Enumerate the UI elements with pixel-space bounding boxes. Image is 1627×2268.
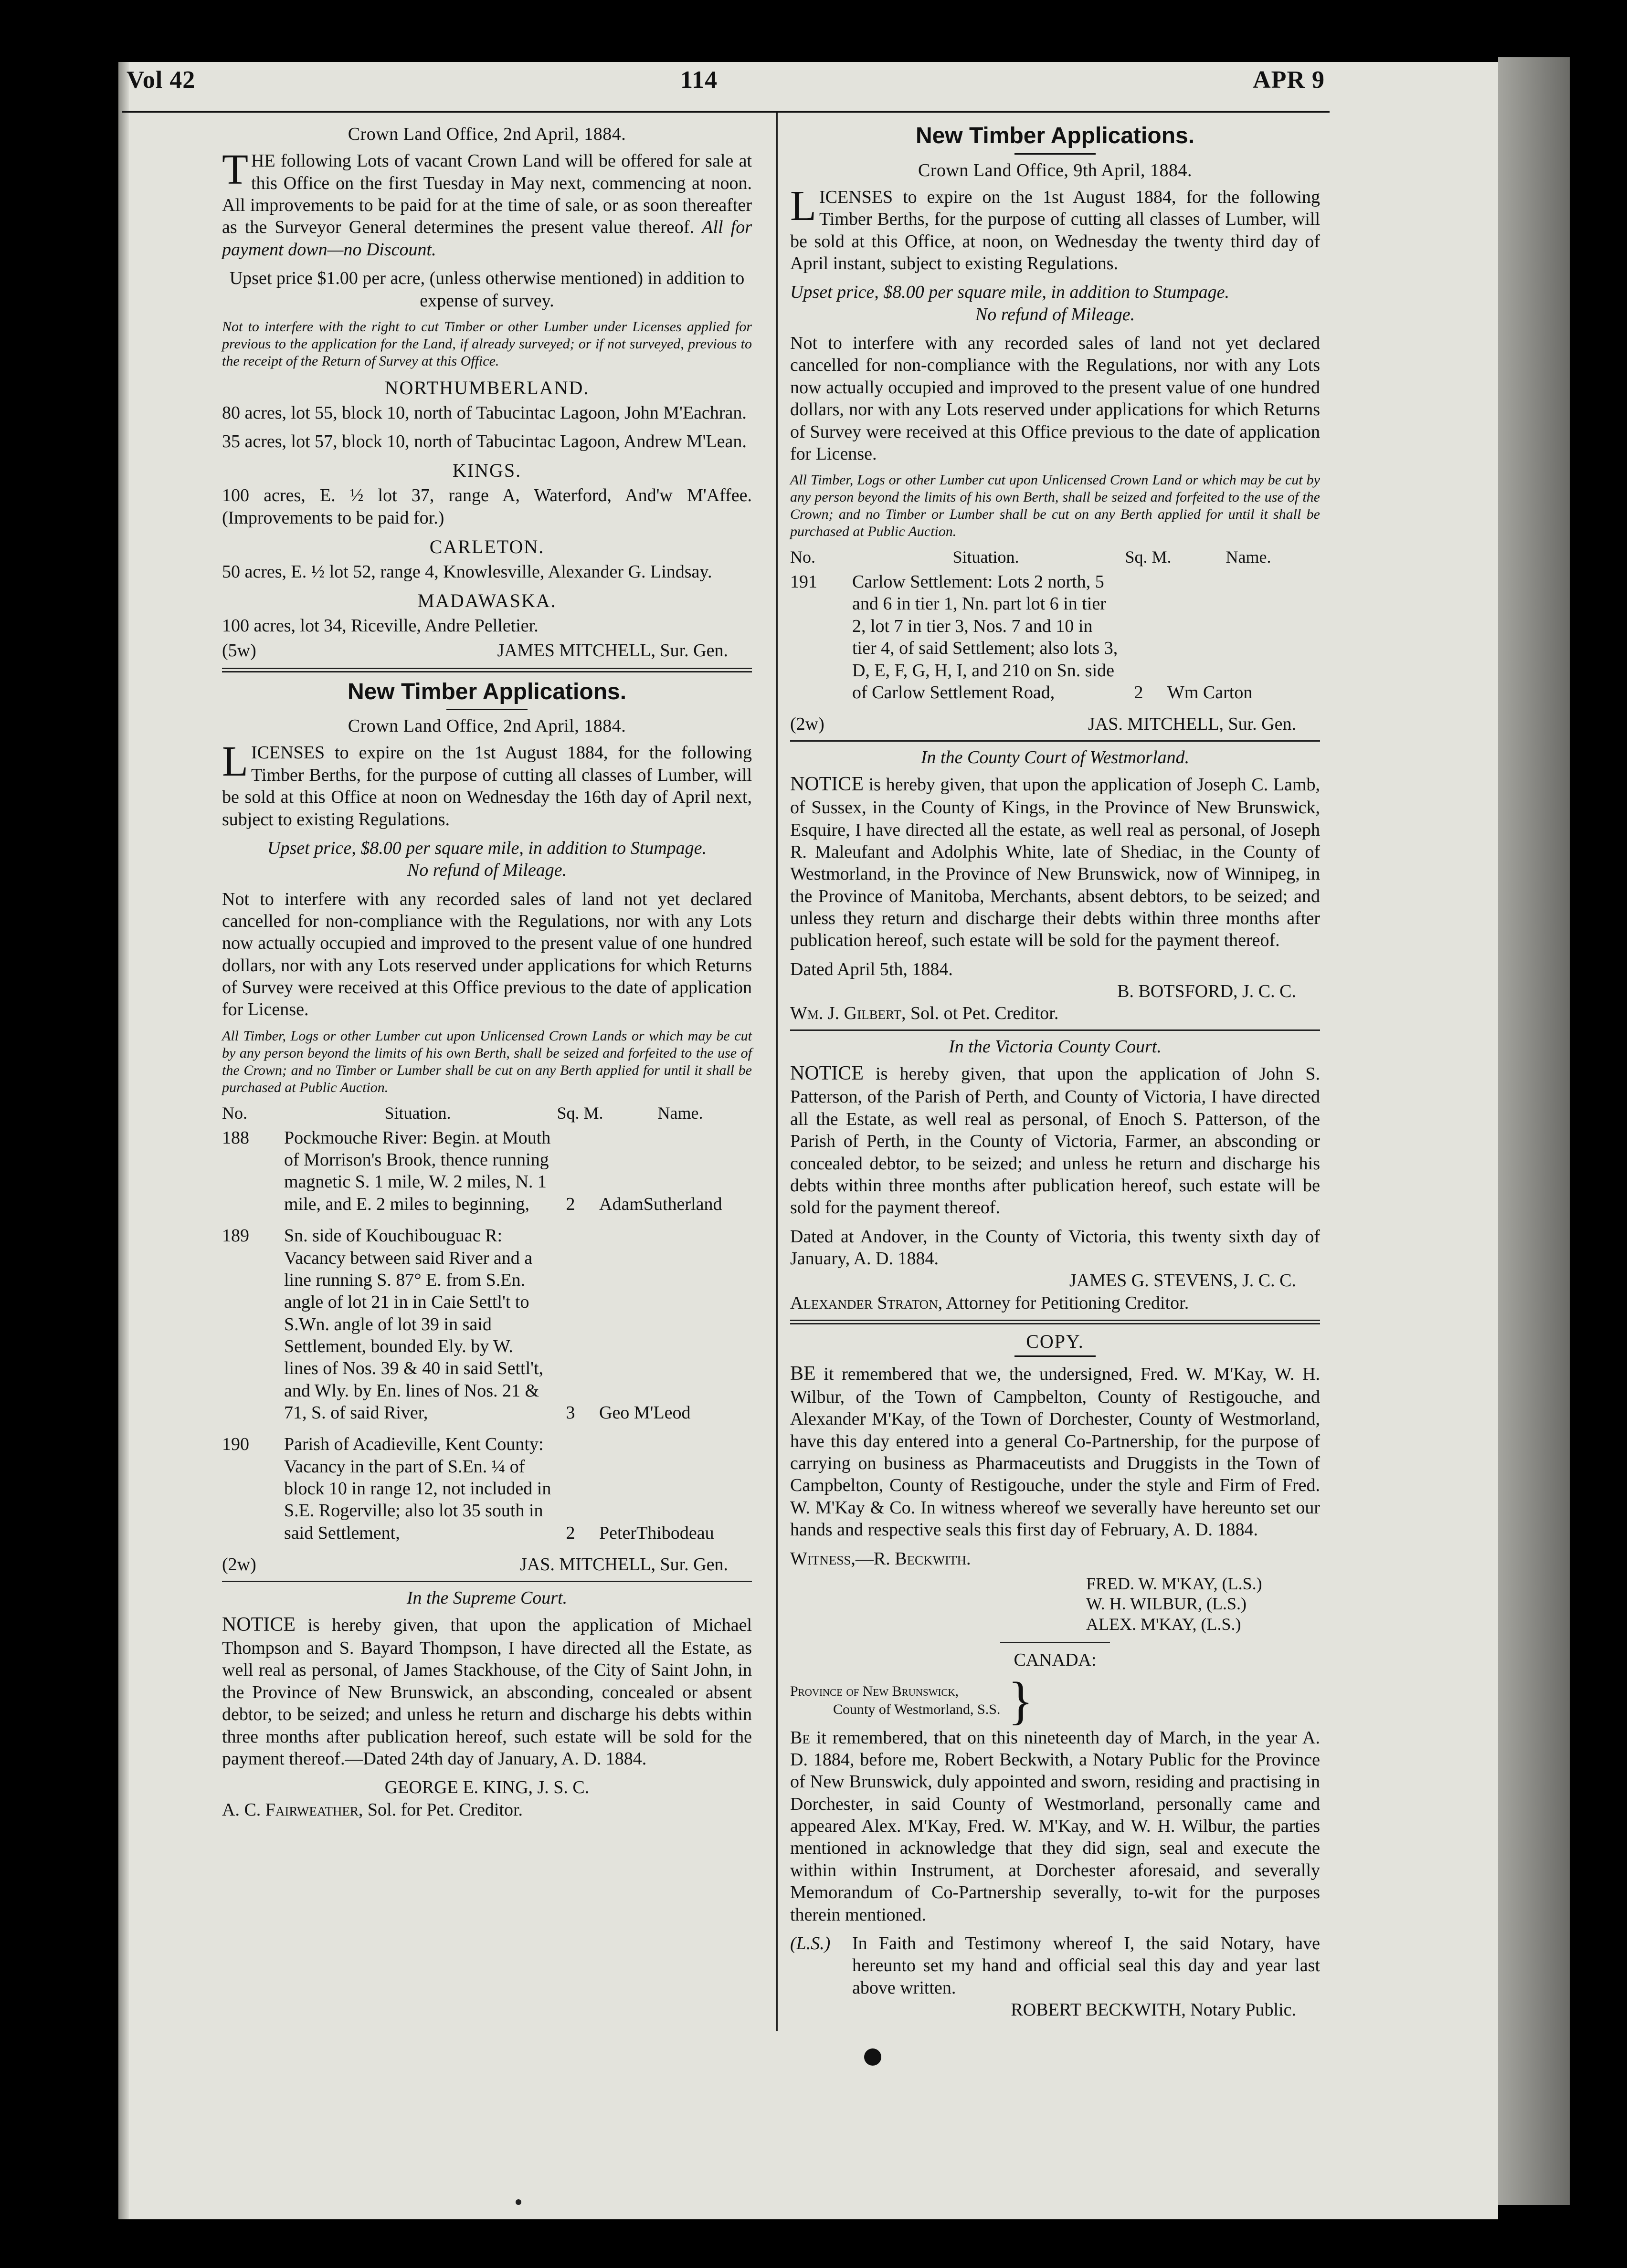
- timber-body: LICENSES to expire on the 1st August 1884, for the following Timber Berths, for the purpose of cutting all classes of Lumber, will be sold at this Office, at noon, on Wednesday the twenty third day of April instant, subject to existing Regulations.: [790, 182, 1320, 273]
- surveyor-signature: JAMES MITCHELL, Sur. Gen.: [497, 640, 728, 661]
- jurisdiction: [790, 1671, 1320, 1730]
- table-row: 189 Sn. side of Kouchibouguac R: Vacancy between said River and a line running S. 87° E. from S.En. angle of lot 21 in in Caie Settl't to S.Wn. angle of lot 39 in said Settlement, bounded Ely. by W. lines of Nos. 39 & 40 in said Settl't, and Wly. by En. lines of Nos. 21 & 71, S. of said River, 3 Geo M'Leod: [222, 1226, 691, 1423]
- insertion-count: (2w): [790, 714, 824, 735]
- upset-price: Upset price, $8.00 per square mile, in addition to Stumpage.: [790, 282, 1229, 303]
- heading-rule: [446, 709, 528, 710]
- judge-signature: GEORGE E. KING, J. S. C.: [384, 1777, 590, 1798]
- timber-applications-right: [790, 122, 1320, 735]
- column-divider: [776, 113, 778, 2031]
- partner-signature: ALEX. M'KAY, (L.S.): [1086, 1614, 1241, 1634]
- office-line: Crown Land Office, 9th April, 1884.: [918, 160, 1193, 180]
- notary-signature: ROBERT BECKWITH, Notary Public.: [1011, 2000, 1296, 2020]
- ink-speck: [516, 2199, 521, 2205]
- right-column: [790, 119, 1320, 2021]
- county-name: KINGS.: [452, 460, 522, 482]
- header-rule: [122, 111, 1330, 113]
- section-rule: [790, 1029, 1320, 1031]
- section-rule: [790, 740, 1320, 742]
- page-binding-shadow: [118, 62, 129, 2219]
- timber-caveat: All Timber, Logs or other Lumber cut upon Unlicensed Crown Lands or which may be cut by any person beyond the limits of his own Berth, shall be seized and forfeited to the use of the Crown; and no Timber or Lumber shall be cut on any Berth applied for until it shall be purchased at Public Auction.: [222, 1028, 752, 1095]
- section-rule: [1000, 1642, 1110, 1643]
- lot-entry: 100 acres, lot 34, Riceville, Andre Pelletier.: [222, 615, 539, 636]
- dated-line: Dated at Andover, in the County of Victoria, this twenty sixth day of January, A. D. 1884.: [790, 1226, 1320, 1269]
- copy-body: BE it remembered that we, the undersigned, Fred. W. M'Kay, W. H. Wilbur, of the Town of Campbelton, County of Restigouche, and Alexander M'Kay, of the Town of Dorchester, County of Westmorland, have this day entered into a general Co-Partnership, for the purpose of carrying on business as Pharmaceutists and Druggists in the Town of Campbelton, County of Restigouche, under the style and Firm of Fred. W. M'Kay & Co. In witness whereof we severally have hereunto set our hands and respective seals this first day of February, A. D. 1884.: [790, 1362, 1321, 1540]
- table-row: 191 Carlow Settlement: Lots 2 north, 5 and 6 in tier 1, Nn. part lot 6 in tier 2, lot 7 in tier 3, Nos. 7 and 10 in tier 4, of said Settlement; also lots 3, D, E, F, G, H, I, and 210 on Sn. side of Carlow Settlement Road, 2 Wm Carton: [790, 572, 1253, 703]
- mileage-note: No refund of Mileage.: [407, 860, 567, 881]
- drop-cap: T: [222, 146, 248, 194]
- victoria-court-notice: [790, 1036, 1320, 1314]
- heading-rule: [1014, 153, 1096, 155]
- office-line: Crown Land Office, 2nd April, 1884.: [348, 124, 626, 144]
- section-heading: New Timber Applications.: [915, 123, 1195, 148]
- westmorland-court-notice: [790, 746, 1320, 1025]
- court-title: In the Victoria County Court.: [949, 1036, 1162, 1057]
- table-row: 188 Pockmouche River: Begin. at Mouth of Morrison's Brook, thence running magnetic S. 1 mile, W. 2 miles, N. 1 mile, and E. 2 miles to beginning, 2 AdamSutherland: [222, 1127, 722, 1214]
- ink-blot: [864, 2048, 881, 2066]
- page-edge: [1498, 57, 1570, 2205]
- heading-rule: [1014, 1355, 1096, 1357]
- signature-line: [222, 1554, 752, 1575]
- witness-line: Witness,—R. Beckwith.: [790, 1548, 971, 1569]
- court-title: In the Supreme Court.: [406, 1587, 568, 1608]
- table-header: No. Situation. Sq. M. Name.: [790, 547, 1271, 567]
- section-heading: COPY.: [1026, 1331, 1084, 1353]
- payment-note: All for payment down—no Discount.: [222, 217, 752, 260]
- notice-body: NOTICE is hereby given, that upon the application of Michael Thompson and S. Bayard Thompson, I have directed all the Estate, as well real as personal, of James Stackhouse, of the City of Saint John, in the Province of New Brunswick, an absconding, concealed or absent debtor, to be seized; and unless he return and discharge his debts within three months after publication hereof, such estate will be sold for the payment thereof.—Dated 24th day of January, A. D. 1884.: [222, 1613, 752, 1769]
- issue-date: APR 9: [1253, 66, 1325, 94]
- copartnership-notice: [790, 1330, 1320, 2021]
- partner-signatures: [1086, 1574, 1320, 1634]
- signature-line: [790, 713, 1320, 735]
- county-name: NORTHUMBERLAND.: [384, 377, 590, 399]
- left-column: [222, 119, 752, 1821]
- attorney-line: Alexander Straton, Attorney for Petitioning Creditor.: [790, 1292, 1189, 1313]
- judge-signature: JAMES G. STEVENS, J. C. C.: [1069, 1270, 1296, 1291]
- brace-glyph: }: [1008, 1671, 1034, 1730]
- lot-entry: 100 acres, E. ½ lot 37, range A, Waterford, And'w M'Affee. (Improvements to be paid for.): [222, 485, 752, 528]
- notice-body: NOTICE is hereby given, that upon the application of John S. Patterson, of the Parish of Perth, and County of Victoria, I have directed all the Estate, as well real as personal, of Enoch S. Patterson, of the Parish of Perth, in the County of Victoria, Farmer, an absconding or concealed debtor, to be seized; and unless he return and discharge his debts within three months after publication hereof, such estate will be sold for the payment thereof.: [790, 1062, 1321, 1218]
- section-rule: [222, 1581, 752, 1582]
- solicitor-line: A. C. Fairweather, Sol. for Pet. Creditor.: [222, 1799, 523, 1820]
- crown-land-sale-notice: [222, 123, 752, 662]
- table-row: 190 Parish of Acadieville, Kent County: Vacancy in the part of S.En. ¼ of block 10 in range 12, not included in S.E. Rogerville; also lot 35 south in said Settlement, 2 PeterThibodeau: [222, 1434, 714, 1543]
- insertion-count: (5w): [222, 640, 256, 661]
- timber-conditions: Not to interfere with any recorded sales of land not yet declared cancelled for non-compliance with the Regulations, nor with any Lots now actually occupied and improved to the present value of one hundred dollars, nor with any Lots reserved under applications for which Returns of Survey were received at this Office previous to the date of application for License.: [222, 889, 752, 1020]
- canada-heading: CANADA:: [1014, 1650, 1097, 1670]
- timber-conditions: Not to interfere with any recorded sales of land not yet declared cancelled for non-compliance with the Regulations, nor with any Lots now actually occupied and improved to the present value of one hundred dollars, nor with any Lots reserved under applications for which Returns of Survey were received at this Office previous to the date of application for License.: [790, 333, 1320, 464]
- volume-label: Vol 42: [127, 66, 196, 94]
- section-rule: [222, 668, 752, 672]
- drop-cap: L: [790, 182, 816, 230]
- upset-price: Upset price $1.00 per acre, (unless otherwise mentioned) in addition to expense of survey.: [229, 268, 745, 311]
- notice-body: NOTICE is hereby given, that upon the application of Joseph C. Lamb, of Sussex, in the County of Kings, in the Province of New Brunswick, Esquire, I have directed all the estate, as well real as personal, of Joseph R. Maleufant and Adolphis White, late of Shediac, in the County of Westmorland, in the Province of New Brunswick, now of Winnipeg, in the Province of Manitoba, Merchants, absent debtors, to be seized; and unless they return and discharge their debts within three months after publication hereof, such estate will be sold for the payment thereof.: [790, 773, 1320, 951]
- testimony-text: In Faith and Testimony whereof I, the said Notary, have hereunto set my hand and official seal this day and year last above written.: [852, 1933, 1320, 1998]
- court-title: In the County Court of Westmorland.: [920, 747, 1190, 767]
- surveyor-signature: JAS. MITCHELL, Sur. Gen.: [520, 1554, 728, 1575]
- solicitor-line: Wm. J. Gilbert, Sol. ot Pet. Creditor.: [790, 1003, 1059, 1024]
- lot-entry: 50 acres, E. ½ lot 52, range 4, Knowlesville, Alexander G. Lindsay.: [222, 561, 712, 582]
- testimony: [790, 1932, 1320, 1999]
- notary-body: Be it remembered, that on this nineteenth day of March, in the year A. D. 1884, before me, Robert Beckwith, a Notary Public for the Province of New Brunswick, duly appointed and sworn, residing and practising in Dorchester, in said County of Westmorland, personally came and appeared Alex. M'Kay, Fred. W. M'Kay, and W. H. Wilbur, the parties mentioned in acknowledge that they did sign, seal and execute the within within Instrument, at Dorchester aforesaid, and severally Memorandum of Co-Partnership severally, to-wit for the purposes therein mentioned.: [790, 1727, 1320, 1925]
- province-line: Province of New Brunswick,: [790, 1683, 959, 1700]
- sale-caveat: Not to interfere with the right to cut Timber or other Lumber under Licenses applied for previous to the application for the Land, if already surveyed; or if not surveyed, previous to the receipt of the Return of Survey at this Office.: [222, 318, 752, 369]
- section-rule: [790, 1320, 1320, 1324]
- mileage-note: No refund of Mileage.: [975, 304, 1135, 325]
- section-heading: New Timber Applications.: [347, 679, 627, 704]
- judge-signature: B. BOTSFORD, J. C. C.: [1117, 981, 1296, 1002]
- office-line: Crown Land Office, 2nd April, 1884.: [348, 716, 626, 736]
- supreme-court-notice: [222, 1587, 752, 1821]
- table-header: No. Situation. Sq. M. Name.: [222, 1103, 703, 1123]
- county-line: County of Westmorland, S.S.: [833, 1701, 1001, 1717]
- timber-applications-left: [222, 678, 752, 1576]
- upset-price: Upset price, $8.00 per square mile, in addition to Stumpage.: [267, 838, 707, 858]
- lot-entry: 35 acres, lot 57, block 10, north of Tabucintac Lagoon, Andrew M'Lean.: [222, 431, 747, 452]
- partner-signature: FRED. W. M'KAY, (L.S.): [1086, 1574, 1262, 1593]
- timber-caveat: All Timber, Logs or other Lumber cut upon Unlicensed Crown Land or which may be cut by any person beyond the limits of his own Berth, shall be seized and forfeited to the use of the Crown; and no Timber or Lumber shall be cut on any Berth applied for until it shall be purchased at Public Auction.: [790, 472, 1320, 540]
- dated-line: Dated April 5th, 1884.: [790, 959, 953, 979]
- sale-body: THE following Lots of vacant Crown Land will be offered for sale at this Office on the first Tuesday in May next, commencing at noon. All improvements to be paid for at the time of sale, or as soon thereafter as the Surveyor General determines the present value thereof. All for payment down—no Discount.: [222, 146, 752, 260]
- partner-signature: W. H. WILBUR, (L.S.): [1086, 1594, 1247, 1614]
- surveyor-signature: JAS. MITCHELL, Sur. Gen.: [1088, 714, 1296, 735]
- county-name: CARLETON.: [429, 536, 545, 557]
- lot-entry: 80 acres, lot 55, block 10, north of Tabucintac Lagoon, John M'Eachran.: [222, 402, 747, 423]
- insertion-count: (2w): [222, 1554, 256, 1575]
- page-number: 114: [680, 66, 718, 94]
- seal-mark: (L.S.): [790, 1933, 831, 1953]
- county-name: MADAWASKA.: [417, 590, 557, 612]
- signature-line: [222, 640, 752, 662]
- drop-cap: L: [222, 738, 248, 786]
- timber-body: LICENSES to expire on the 1st August 1884, for the following Timber Berths, for the purpose of cutting all classes of Lumber, will be sold at this Office at noon on Wednesday the 16th day of April next, subject to existing Regulations.: [222, 738, 752, 830]
